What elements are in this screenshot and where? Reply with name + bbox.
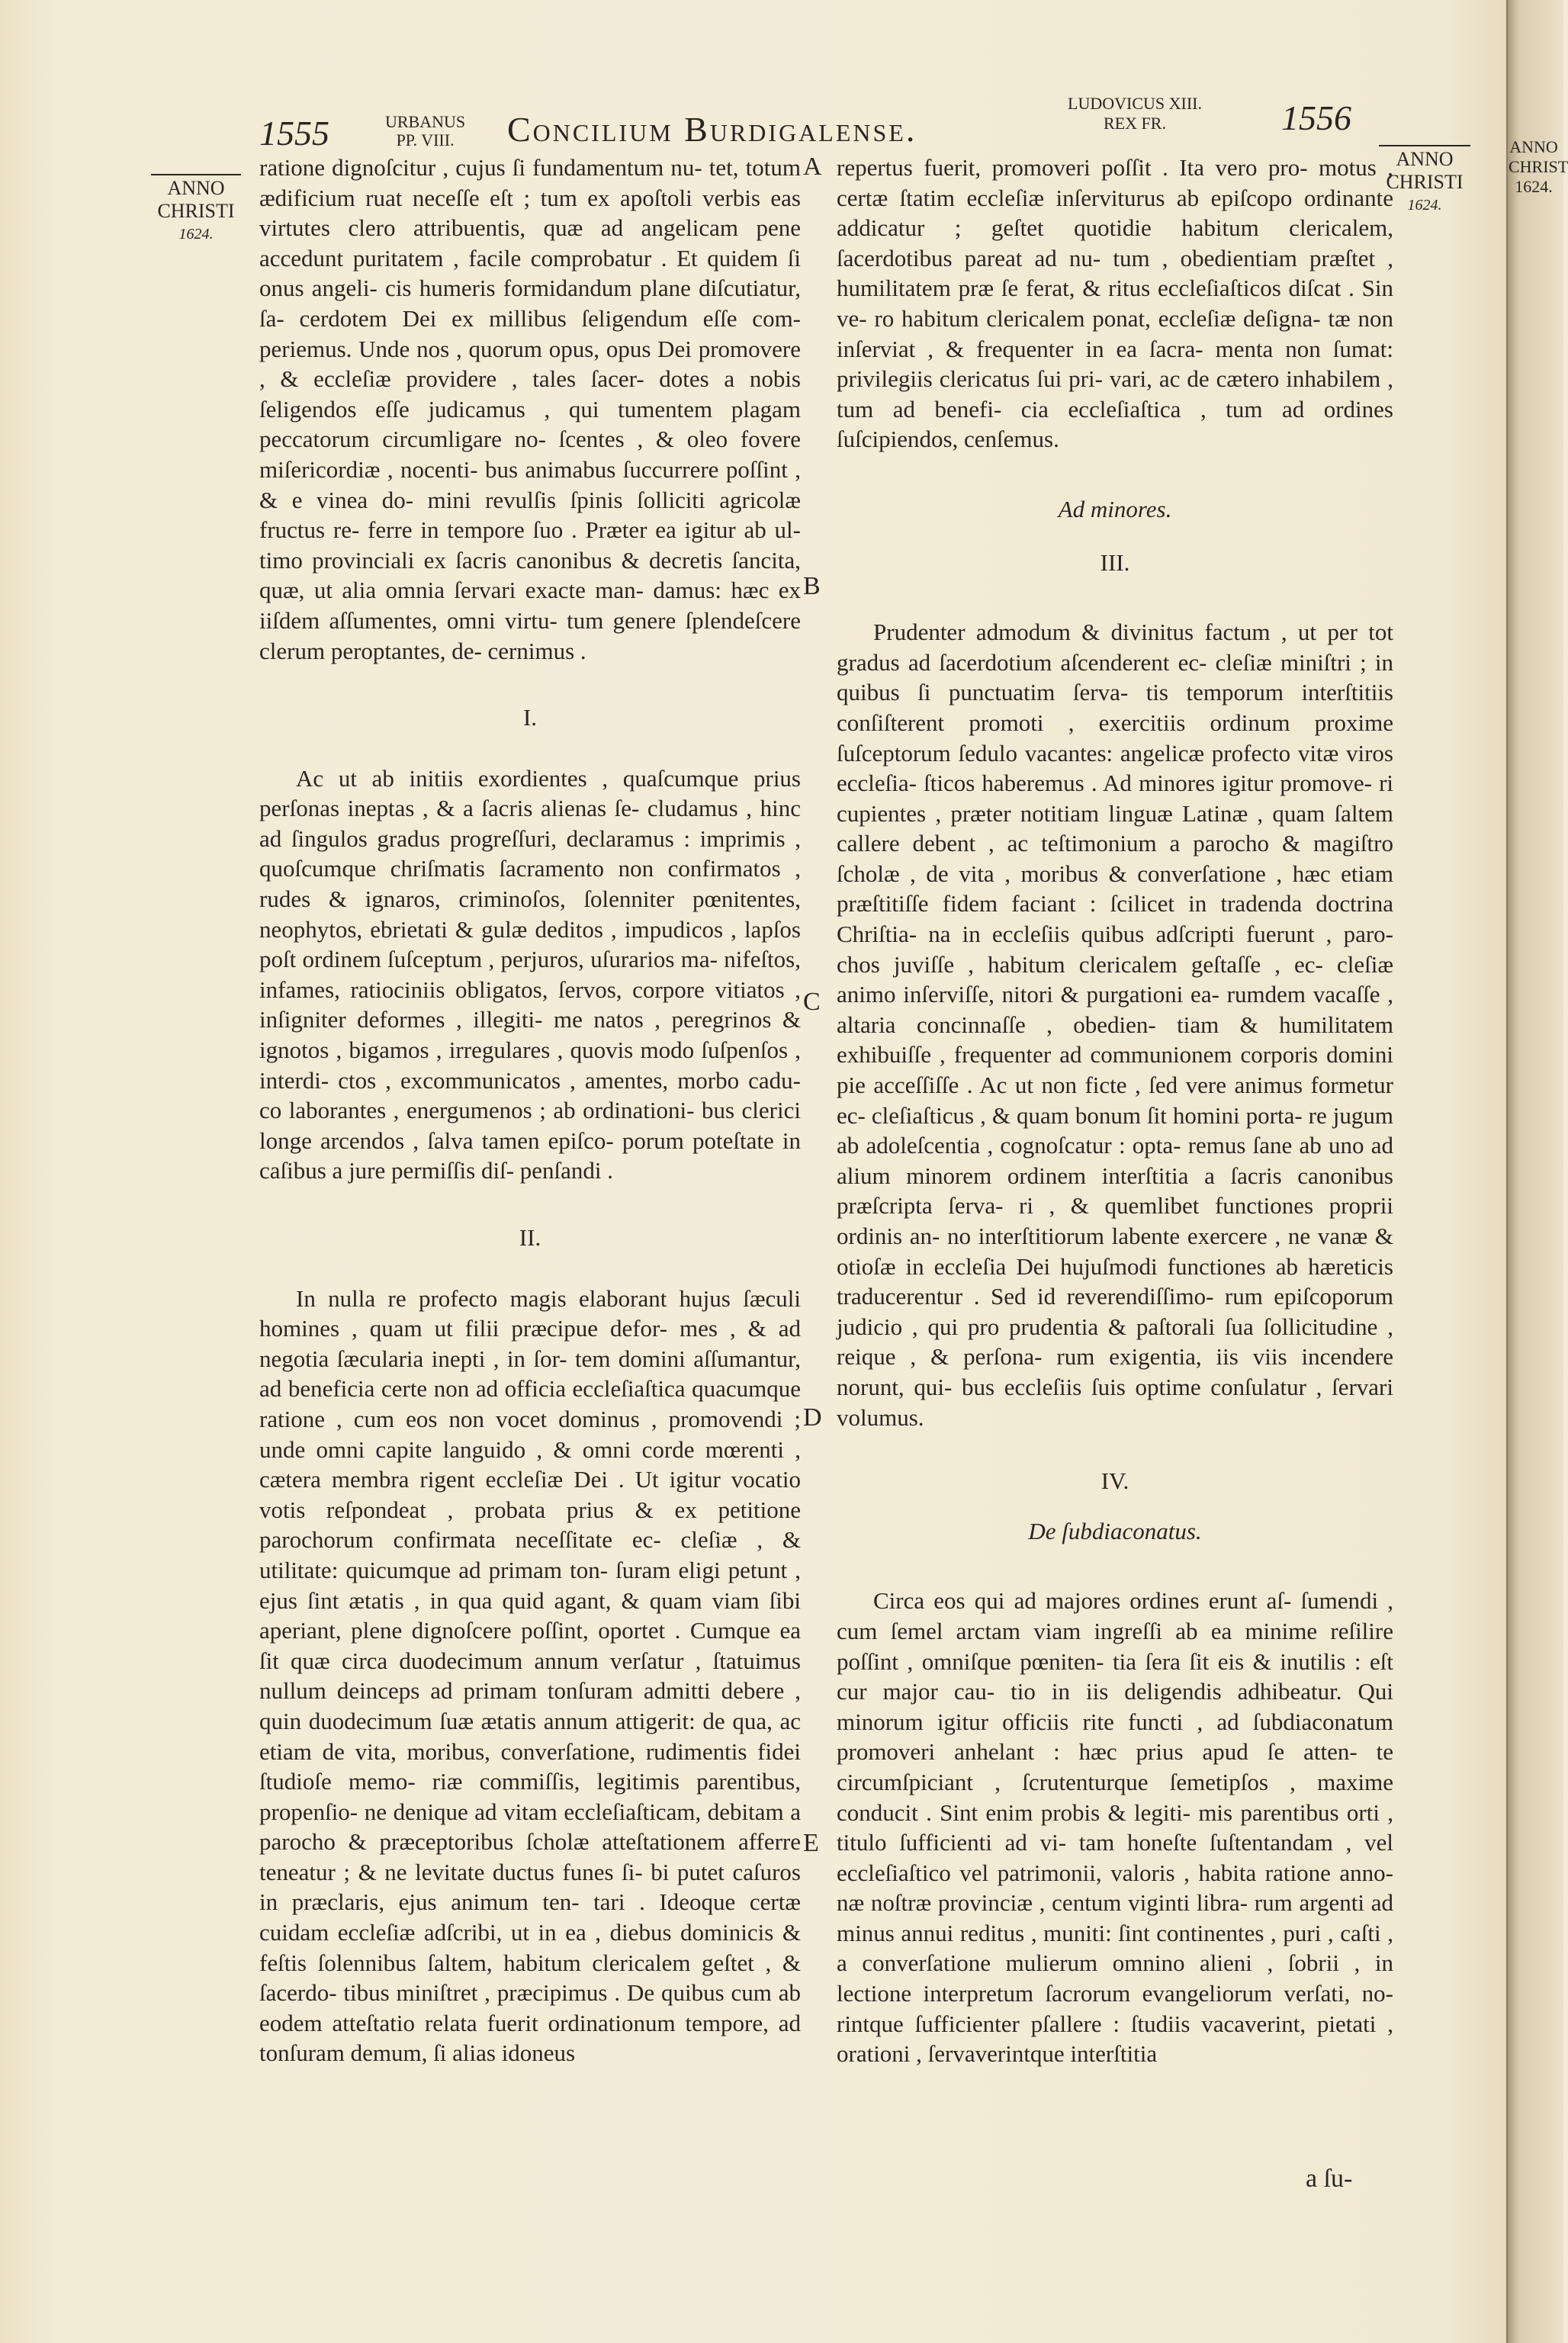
paragraph-section-3: Prudenter admodum & divinitus factum , ut per tot gradus ad ſacerdotium aſcenderent ec- cleſiæ miniſtri ; in quibus ſi punctuatim ſerva- tis temporum interſtitiis conſiſterent promoti , exercitiis ordinum proxime ſuſceptorum ſedulo vacantes: angelicæ profecto vitæ viros eccleſia- ſticos haberemus . Ad minores igitur promove- ri cupientes , præter notitiam linguæ Latinæ , quam ſaltem callere debent , ac teſtimonium a parocho & magiſtro ſcholæ , de vita , moribus & converſatione , hæc etiam præſtitiſſe fidem faciant : ſcilicet in tradenda doctrina Chriſtia- na in eccleſiis quibus adſcripti fuerunt , paro- chos juviſſe , habitum clericalem geſtaſſe , ec- cleſiæ animo inſerviſſe, nitori & purgationi ea- rumdem vacaſſe , altaria concinnaſſe , obedien- tiam & humilitatem exhibuiſſe , frequenter ad communionem corporis domini pie acceſſiſſe . Ac ut non ficte , ſed vere animus formetur ec- cleſiaſticus , & quam bonum ſit homini porta- re jugum ab adoleſcentia , cognoſcatur : opta- remus ſane ab uno ad alium minorem ordinem interſtitia a ſacris canonibus præſcripta ſerva- ri , & quemlibet functiones proprii ordinis an- no interſtitiorum labente exercere , ne vanæ & otioſæ in eccleſia Dei hujuſmodi functiones ab hæreticis traducerentur . Sed id reverendiſſimo- rum epiſcoporum judicio , qui pro prudentia & paſtorali ſua ſollicitudine , reique , & perſona- rum exigentia, iis viis incendere norunt, qui- bus eccleſiis ſuis optime conſulatur , ſervari volumus.	[837, 619, 1393, 1431]
column-letter-c: C	[803, 988, 821, 1016]
paragraph-intro-right: repertus fuerit, promoveri poſſit . Ita vero pro- motus , certæ ſtatim eccleſiæ inſerviturus ab epiſcopo ordinante addicatur ; geſtet quotidie habitum clericalem, ſacerdotibus pareat ad nu- tum , obedientiam præſtet , humilitatem præ ſe ferat, & ritus eccleſiaſticos diſcat . Sin ve- ro habitum clericalem ponat, eccleſiæ deſigna- tæ non inſerviat , & frequenter in ea ſacra- menta non ſumat: privilegiis clericatus ſui pri- vari, ac de cætero inhabilem , tum ad benefi- cia eccleſiaſtica , tum ad ordines ſuſcipiendos, cenſemus.	[837, 154, 1393, 453]
section-number-1: I.	[522, 704, 538, 731]
section-heading-subdiaconatus: De ſubdiaconatus.	[1028, 1517, 1202, 1544]
catchword: a ſu-	[1306, 2165, 1353, 2193]
pope-heading: URBANUS PP. VIII.	[385, 112, 466, 149]
paragraph-intro-left: ratione dignoſcitur , cujus ſi fundamentum nu- tet, totum ædificium ruat neceſſe eſt ; tum ex apoſtoli verbis eas virtutes clero attribuentis, quæ ad angelicam pene accedunt puritatem , facile comprobatur . Et quidem ſi onus angeli- cis humeris formidandum plane diſcutiatur, ſa- cerdotem Dei ex millibus ſeligendum eſſe com- periemus. Unde nos , quorum opus, opus Dei promovere , & eccleſiæ providere , tales ſacer- dotes a nobis ſeligendos eſſe judicamus , qui tumentem plagam peccatorum circumligare no- ſcentes , & oleo fovere miſericordiæ , nocenti- bus animabus ſuccurrere poſſint , & e vinea do- mini revulſis ſpinis ſolliciti agricolæ fructus re- ferre in tempore ſuo . Præter ea igitur ab ul- timo provinciali ex ſacris canonibus & decretis ſancita, quæ, ut alia omnia ſervari exacte man- damus: hæc ex iiſdem aſſumentes, omni virtu- tum genere ſplendeſcere clerum peroptantes, de- cernimus .	[259, 154, 801, 664]
running-header	[0, 90, 1506, 162]
column-letter-e: E	[803, 1829, 819, 1857]
page-title: Concilium Burdigalense.	[507, 110, 917, 149]
king-heading: LUDOVICUS XIII. REX FR.	[1068, 94, 1202, 133]
left-page-number: 1555	[259, 114, 329, 153]
column-letter-d: D	[803, 1403, 822, 1432]
column-letter-a: A	[803, 153, 822, 181]
right-page-number: 1556	[1281, 98, 1351, 137]
section-number-2: II.	[519, 1224, 541, 1251]
left-column	[259, 153, 801, 2068]
next-page-edge	[1506, 0, 1568, 2343]
section-number-3: III.	[1100, 548, 1130, 576]
paragraph-section-4: Circa eos qui ad majores ordines erunt aſ- ſumendi , cum ſemel arctam viam ingreſſi ab ea minime reſilire poſſint , omniſque pœniten- tia ſera ſit eis & inutilis : eſt cur major cau- tio in iis deligendis adhibeatur. Qui minorum igitur officiis rite functi , ad ſubdiaconatum promoveri anhelant : hæc prius apud ſe atten- te circumſpiciant , ſcrutenturque ſemetipſos , maxime conducit . Sint enim probis & legiti- mis parentibus orti , titulo ſufficienti ad vi- tam honeſte ſuſtentandam , vel eccleſiaſtico vel patrimonii, valoris , habita ratione anno- næ noſtræ provinciæ , centum viginti libra- rum argenti ad minus annui reditus , muniti: ſint continentes , puri , caſti , a converſatione mulierum omnino alieni , ſobrii , in lectione interpretum ſacrorum evangeliorum verſati, no- rintque ſufficienter pſallere : ſtudiis vacaverint, pietati , orationi , ſervaverintque interſtitia	[837, 1587, 1393, 2068]
paragraph-section-2: In nulla re profecto magis elaborant hujus ſæculi homines , quam ut filii præcipue defor- mes , & ad negotia ſæcularia inepti , in ſor- tem domini aſſumantur, ad beneficia certe non ad officia eccleſiaſtica quacumque ratione , cum eos non vocet dominus , promovendi ; unde omni capite languido , & omni corde mœrenti , cætera membra rigent eccleſiæ Dei . Ut igitur vocatio votis reſpondeat , probata prius & ex petitione parochorum confirmata neceſſitate ec- cleſiæ , & utilitate: quicumque ad primam ton- ſuram eligi petunt , ejus ſint ætatis , in qua quid agant, & quam viam ſibi aperiant, plene dignoſcere poſſint, oportet . Cumque ea ſit quæ circa duodecimum annum verſatur , ſtatuimus nullum deinceps ad primam tonſuram admitti debere , quin duodecimum ſuæ ætatis annum attigerit: de qua, ac etiam de vita, moribus, converſatione, rudimentis fidei ſtudioſe memo- riæ commiſſis, legitimis parentibus, propenſio- ne denique ad vitam eccleſiaſticam, debitam a parocho & præceptoribus ſcholæ atteſtationem afferre teneatur ; & ne levitate ductus funes ſi- bi putet caſuros in præclaris, ejus animum ten- tari . Ideoque certæ cuidam eccleſiæ adſcribi, ut in ea , diebus dominicis & feſtis ſolennibus ſaltem, habitum clericalem geſtet , & ſacerdo- tibus miniſtret , præcipimus . De quibus cum ab eodem atteſtatio relata fuerit ordinationum tempore, ad tonſuram demum, ſi alias idoneus	[259, 1284, 801, 2067]
margin-note-left: ANNO CHRISTI 1624.	[151, 174, 241, 246]
paragraph-section-1: Ac ut ab initiis exordientes , quaſcumque prius perſonas ineptas , & a ſacris alienas ſe- cludamus , hinc ad ſingulos gradus progreſſuri, declaramus : imprimis , quoſcumque chriſmatis ſacramento non confirmatos , rudes & ignaros, criminoſos, ſolenniter pœnitentes, neophytos, ebrietati & gulæ deditos , impudicos , lapſos poſt ordinem ſuſceptum , perjuros, uſurarios ma- nifeſtos, infames, ratiociniis obligatos, ſervos, corpore vitiatos , inſigniter deformes , illegiti- me natos , peregrinos & ignotos , bigamos , irregulares , quovis modo ſuſpenſos , interdi- ctos , excommunicatos , amentes, morbo cadu- co laborantes , energumenos ; ab ordinationi- bus clerici longe arcendos , ſalva tamen epiſco- porum poteſtate in caſibus a jure permiſſis diſ- penſandi .	[259, 764, 801, 1184]
next-page-margin-note: ANNO CHRIST 1624.	[1509, 137, 1568, 196]
column-letter-b: B	[803, 572, 821, 600]
margin-note-right: ANNO CHRISTI 1624.	[1379, 145, 1470, 217]
section-heading-minores: Ad minores.	[1058, 495, 1172, 522]
section-number-4: IV.	[1100, 1467, 1129, 1495]
right-column	[837, 153, 1393, 2069]
